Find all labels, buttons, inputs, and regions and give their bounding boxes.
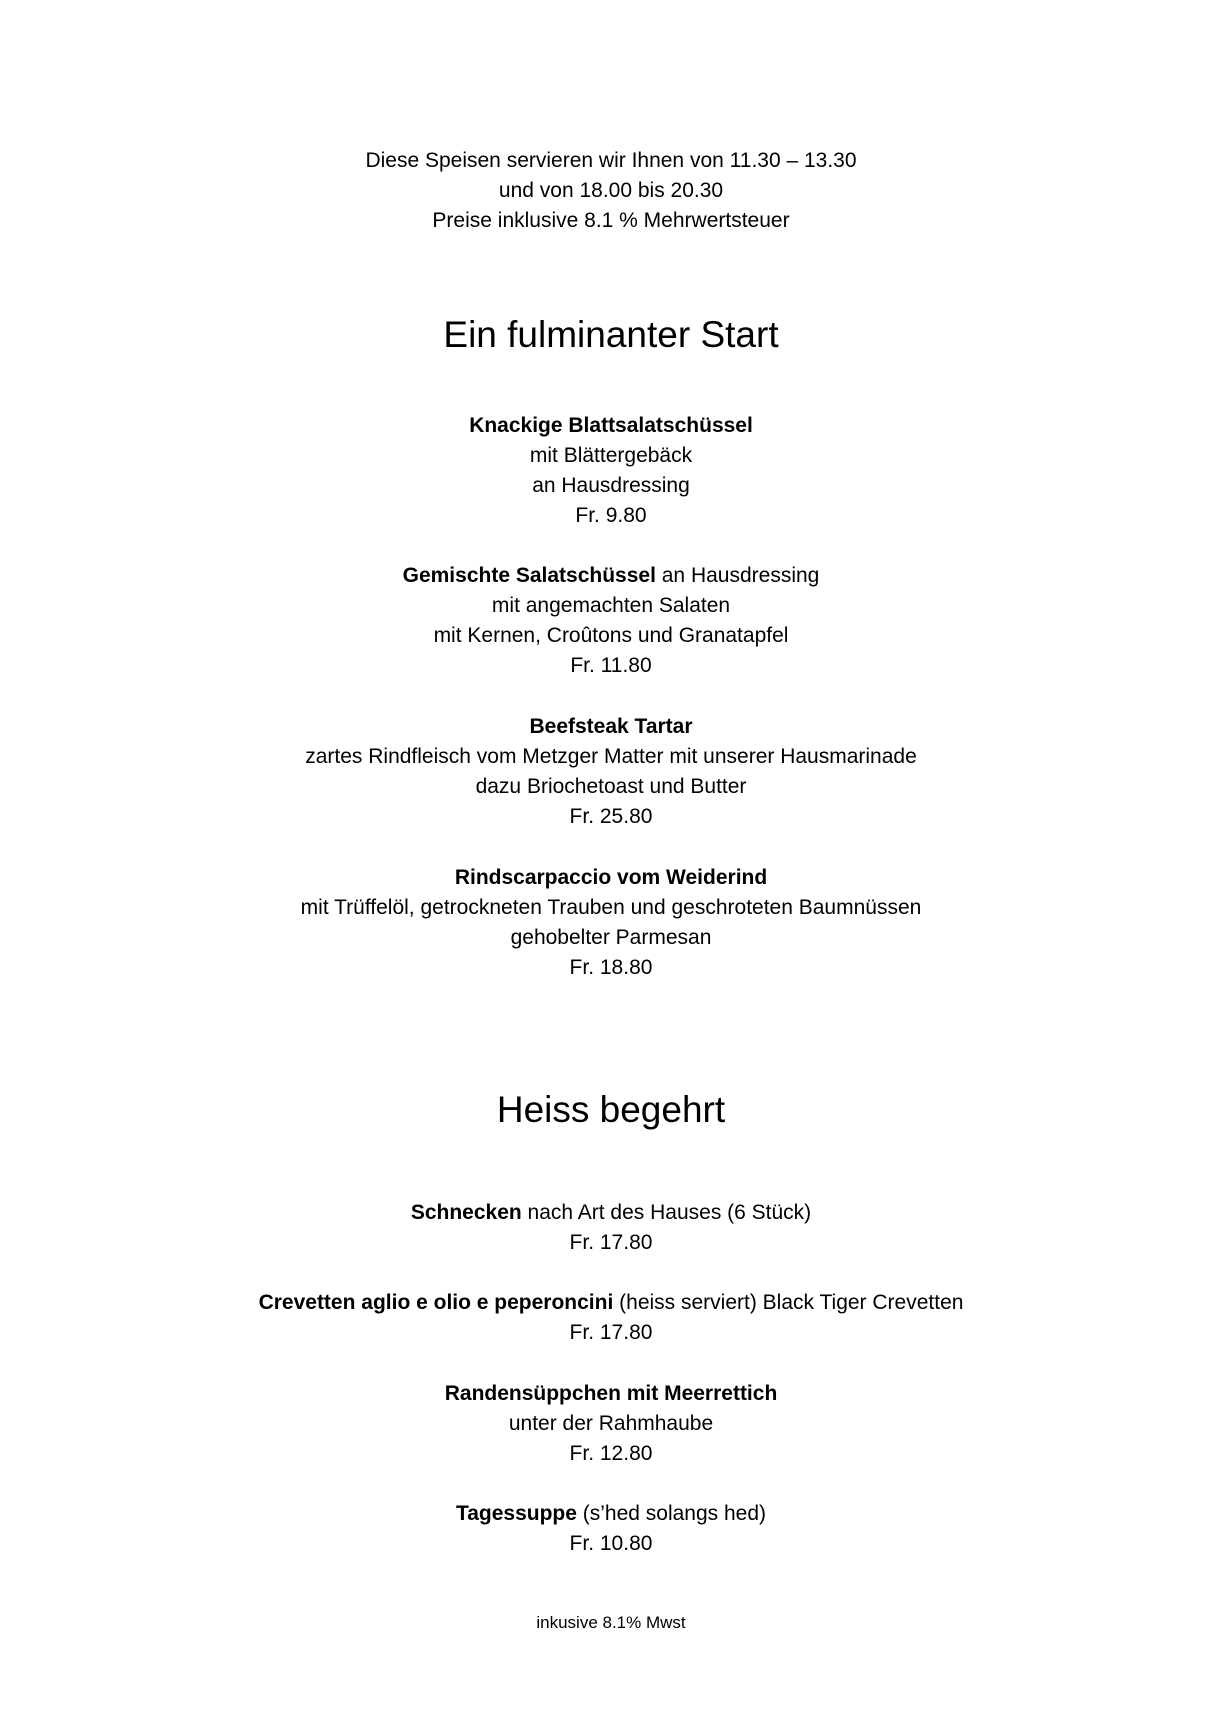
menu-item-name-bold: Knackige Blattsalatschüssel — [469, 414, 753, 437]
menu-item-name — [0, 411, 1222, 441]
menu-item-name-suffix: an Hausdressing — [655, 564, 820, 587]
menu-item-name — [0, 863, 1222, 893]
menu-item-name — [0, 1499, 1222, 1529]
menu-item-price: Fr. 17.80 — [569, 1231, 653, 1254]
menu-item-price: Fr. 9.80 — [575, 504, 647, 527]
menu-item-description: mit Trüffelöl, getrockneten Trauben und geschroteten Baumnüssen — [300, 896, 922, 919]
menu-item-name-bold: Crevetten aglio e olio e peperoncini — [258, 1291, 614, 1314]
menu-item-name-suffix: (heiss serviert) Black Tiger Crevetten — [613, 1291, 964, 1314]
intro-vat-line: Preise inklusive 8.1 % Mehrwertsteuer — [432, 209, 790, 232]
menu-item-name-bold: Gemischte Salatschüssel — [402, 564, 656, 587]
menu-item-description: mit Kernen, Croûtons und Granatapfel — [433, 624, 789, 647]
menu-item-name — [0, 1198, 1222, 1228]
menu-item-name — [0, 712, 1222, 742]
menu-item-price: Fr. 12.80 — [569, 1442, 653, 1465]
intro-evening-hours-line: und von 18.00 bis 20.30 — [498, 179, 724, 202]
menu-item-description: mit angemachten Salaten — [491, 594, 731, 617]
menu-item-description: zartes Rindfleisch vom Metzger Matter mit unserer Hausmarinade — [305, 745, 917, 768]
section-title-hot: Heiss begehrt — [496, 1089, 726, 1130]
menu-item-price: Fr. 10.80 — [569, 1532, 653, 1555]
menu-item-description: gehobelter Parmesan — [510, 926, 712, 949]
menu-item-price: Fr. 11.80 — [570, 654, 652, 677]
menu-item-name-bold: Randensüppchen mit Meerrettich — [444, 1382, 778, 1405]
intro-hours-line: Diese Speisen servieren wir Ihnen von 11.30 – 13.30 — [365, 149, 857, 172]
menu-item-price: Fr. 17.80 — [569, 1321, 653, 1344]
menu-item-price: Fr. 25.80 — [569, 805, 653, 828]
menu-item-name-bold: Beefsteak Tartar — [529, 715, 693, 738]
menu-item-name-suffix: nach Art des Hauses (6 Stück) — [521, 1201, 812, 1224]
section-title-start: Ein fulminanter Start — [443, 314, 779, 355]
menu-item-name — [0, 561, 1222, 591]
menu-item-name — [0, 1379, 1222, 1409]
footer-vat-note: inkusive 8.1% Mwst — [536, 1613, 686, 1632]
menu-item-description: mit Blättergebäck — [529, 444, 693, 467]
menu-item-description: an Hausdressing — [532, 474, 690, 497]
menu-item-price: Fr. 18.80 — [569, 956, 653, 979]
menu-item-name — [0, 1288, 1222, 1318]
menu-item-name-bold: Schnecken — [410, 1201, 522, 1224]
menu-item-description: dazu Briochetoast und Butter — [475, 775, 747, 798]
menu-item-name-suffix: (s’hed solangs hed) — [576, 1502, 767, 1525]
menu-item-name-bold: Tagessuppe — [455, 1502, 577, 1525]
menu-item-name-bold: Rindscarpaccio vom Weiderind — [454, 866, 768, 889]
menu-item-description: unter der Rahmhaube — [508, 1412, 714, 1435]
